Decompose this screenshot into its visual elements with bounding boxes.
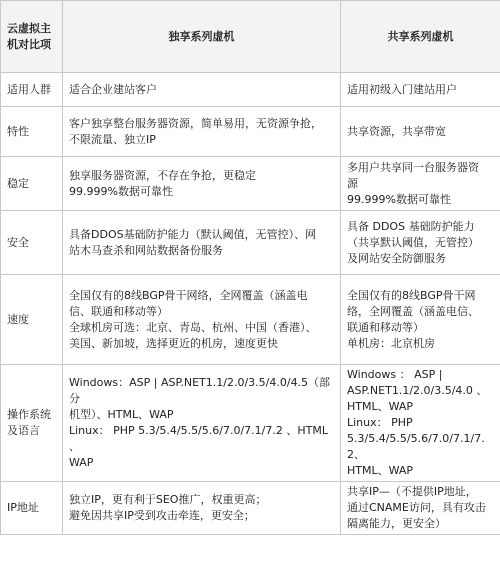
cell-line: 具备 DDOS 基础防护能力	[347, 219, 475, 233]
dedicated-cell	[63, 157, 341, 211]
row-label: IP地址	[1, 482, 63, 535]
shared-cell	[341, 275, 500, 365]
cell-line: 客户独享整台服务器资源，简单易用，无资源争抢，	[69, 116, 322, 130]
cell-line: 联通和移动等）	[347, 320, 424, 334]
cell-line: 全国仅有的8线BGP骨干网络，全网覆盖（涵盖电	[69, 288, 308, 302]
row-label: 速度	[1, 275, 63, 365]
row-label: 安全	[1, 211, 63, 275]
dedicated-cell	[63, 365, 341, 482]
cell-line: 美国、新加坡，选择更近的机房，速度更快	[69, 336, 278, 350]
cell-line: 99.999%数据可靠性	[347, 192, 451, 206]
cell-line: 5.3/5.4/5.5/5.6/7.0/7.1/7.2、	[347, 432, 485, 461]
cell-line: 共享资源，共享带宽	[347, 124, 446, 138]
row-label: 特性	[1, 107, 63, 157]
shared-cell	[341, 211, 500, 275]
table-row	[1, 275, 500, 365]
table-body	[1, 73, 500, 535]
cell-line: 不限流量、独立IP	[69, 132, 156, 146]
cell-line: Windows：ASP | ASP.NET1.1/2.0/3.5/4.0/4.5（部分	[69, 376, 331, 405]
cell-line: 具备DDOS基础防护能力（默认阈值，无管控）、网	[69, 227, 317, 241]
shared-cell	[341, 365, 500, 482]
cell-line: HTML、WAP	[347, 464, 414, 477]
row-label: 操作系统及语言	[1, 365, 63, 482]
cell-line: 机型）、HTML、WAP	[69, 408, 174, 421]
cell-line: Linux： PHP	[347, 416, 413, 429]
shared-cell	[341, 157, 500, 211]
cell-line: 单机房：北京机房	[347, 336, 435, 350]
cell-line: 站木马查杀和网站数据备份服务	[69, 243, 223, 257]
cell-line: Linux： PHP 5.3/5.4/5.5/5.6/7.0/7.1/7.2 、HTML 、	[69, 424, 328, 453]
cell-line: 多用户共享同一台服务器资	[347, 160, 479, 174]
cell-line: 99.999%数据可靠性	[69, 184, 173, 198]
table-row	[1, 73, 500, 107]
cell-line: ASP.NET1.1/2.0/3.5/4.0 、	[347, 384, 488, 397]
table-row	[1, 211, 500, 275]
cell-line: Windows ： ASP |	[347, 368, 443, 381]
cell-line: （共享默认阈值，无管控）	[347, 235, 479, 249]
cell-line: 适用初级入门建站用户	[347, 82, 457, 96]
cell-line: 独享服务器资源，不存在争抢，更稳定	[69, 168, 256, 182]
cell-line: 全球机房可选：北京、青岛、杭州、中国（香港）、	[69, 320, 317, 334]
dedicated-cell	[63, 275, 341, 365]
cell-line: 全国仅有的8线BGP骨干网络，全网覆盖（涵盖电信、	[347, 288, 479, 318]
shared-cell	[341, 73, 500, 107]
dedicated-cell	[63, 482, 341, 535]
cell-line: 通过CNAME访问，具有攻击	[347, 501, 486, 514]
header-shared: 共享系列虚机	[341, 1, 500, 73]
dedicated-cell	[63, 211, 341, 275]
cell-line: 适合企业建站客户	[69, 82, 157, 96]
table-row	[1, 157, 500, 211]
table-row	[1, 365, 500, 482]
cell-line: HTML、WAP	[347, 400, 414, 413]
cell-line: 避免因共享IP受到攻击牵连，更安全；	[69, 509, 255, 522]
header-corner: 云虚拟主机对比项	[1, 1, 63, 73]
table-row	[1, 107, 500, 157]
header-dedicated: 独享系列虚机	[63, 1, 341, 73]
cell-line: 源	[347, 176, 358, 190]
table-header-row	[1, 1, 500, 73]
cell-line: 独立IP，更有利于SEO推广，权重更高；	[69, 493, 267, 506]
cell-line: 及网站安全防御服务	[347, 251, 446, 265]
cell-line: 隔离能力，更安全）	[347, 517, 446, 530]
dedicated-cell	[63, 107, 341, 157]
dedicated-cell	[63, 73, 341, 107]
cell-line: 共享IP—（不提供IP地址，	[347, 485, 477, 498]
row-label: 稳定	[1, 157, 63, 211]
shared-cell	[341, 482, 500, 535]
shared-cell	[341, 107, 500, 157]
cell-line: WAP	[69, 456, 94, 469]
row-label: 适用人群	[1, 73, 63, 107]
table-row	[1, 482, 500, 535]
cell-line: 信、联通和移动等）	[69, 304, 168, 318]
